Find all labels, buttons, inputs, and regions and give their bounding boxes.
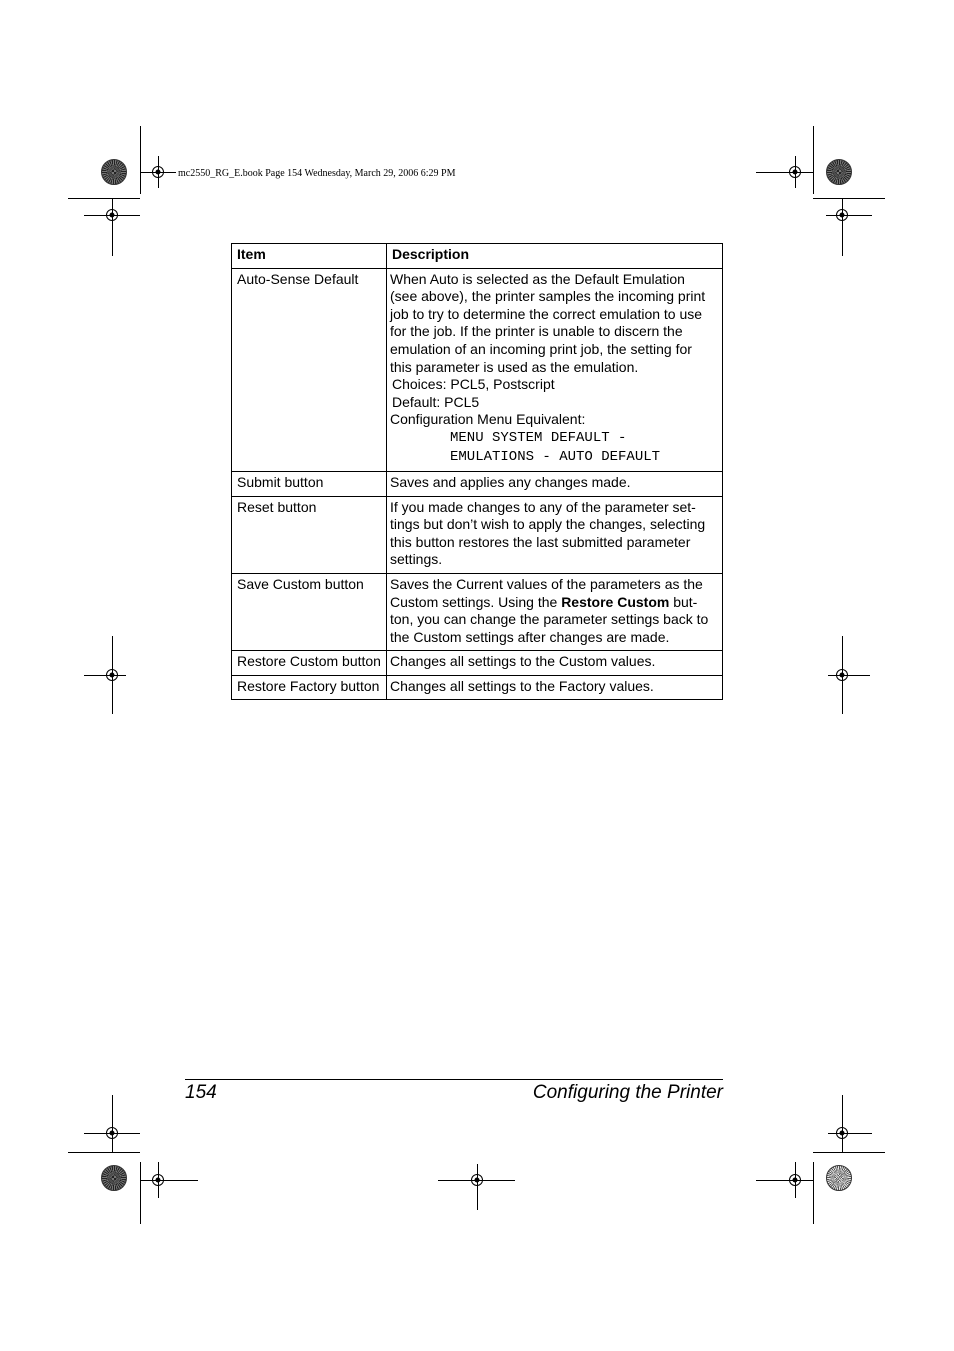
item-cell: Restore Custom button — [232, 651, 387, 676]
chapter-title: Configuring the Printer — [532, 1082, 723, 1103]
footer-rule — [185, 1079, 723, 1080]
crop-mark — [477, 1164, 478, 1210]
color-registration-starburst-icon — [101, 159, 127, 185]
crop-mark — [438, 1180, 515, 1181]
item-cell: Restore Factory button — [232, 675, 387, 700]
description-line: emulation of an incoming print job, the setting for — [390, 340, 692, 357]
description-line: tings but don’t wish to apply the changes, selecting — [390, 516, 706, 533]
default-text: Default: PCL5 — [392, 393, 480, 410]
description-text: but- — [669, 593, 698, 610]
description-text: Custom settings. Using the — [390, 593, 562, 610]
crop-mark — [813, 126, 814, 194]
crop-mark — [795, 156, 796, 188]
column-header-description: Description — [387, 244, 723, 269]
choices-text: Choices: PCL5, Postscript — [392, 376, 555, 393]
item-cell: Auto-Sense Default — [232, 268, 387, 471]
crop-mark — [158, 156, 159, 188]
table-row — [232, 496, 723, 573]
column-header-item: Item — [232, 244, 387, 269]
description-line: settings. — [390, 551, 443, 568]
crop-mark — [813, 1162, 814, 1224]
crop-mark — [84, 1133, 140, 1134]
description-line: the Custom settings after changes are made. — [390, 628, 670, 645]
description-cell: Saves and applies any changes made. — [387, 471, 723, 496]
crop-mark — [828, 1133, 872, 1134]
description-line: If you made changes to any of the parameter set- — [390, 498, 696, 515]
crop-mark — [84, 215, 140, 216]
crop-mark — [842, 1095, 843, 1153]
item-cell: Save Custom button — [232, 573, 387, 650]
table-row — [232, 471, 723, 496]
crop-mark — [112, 1095, 113, 1153]
crop-mark — [756, 172, 813, 173]
crop-mark — [68, 198, 140, 199]
description-line: When Auto is selected as the Default Emulation — [390, 270, 685, 287]
crop-mark — [813, 1152, 885, 1153]
description-cell: Changes all settings to the Custom values. — [387, 651, 723, 676]
crop-mark — [112, 198, 113, 256]
item-cell: Submit button — [232, 471, 387, 496]
crop-mark — [756, 1180, 813, 1181]
crop-mark — [842, 198, 843, 256]
parameter-table — [231, 243, 723, 700]
description-cell: Changes all settings to the Factory values. — [387, 675, 723, 700]
crop-mark — [826, 215, 872, 216]
menu-path-line: EMULATIONS - AUTO DEFAULT — [450, 448, 661, 465]
menu-path-line: MENU SYSTEM DEFAULT - — [450, 429, 627, 446]
restore-custom-emphasis: Restore Custom — [561, 593, 670, 610]
crop-mark — [140, 1162, 141, 1224]
description-line: this button restores the last submitted parameter — [390, 533, 691, 550]
description-line: ton, you can change the parameter settings back to — [390, 611, 709, 628]
description-line: job to try to determine the correct emulation to use — [390, 305, 703, 322]
table-row — [232, 268, 723, 471]
description-line: (see above), the printer samples the incoming print — [390, 288, 706, 305]
crop-mark — [828, 675, 870, 676]
table-row — [232, 573, 723, 650]
description-line: Saves the Current values of the parameters as the — [390, 575, 703, 592]
crop-mark — [813, 198, 885, 199]
color-registration-starburst-icon — [101, 1165, 127, 1191]
item-cell: Reset button — [232, 496, 387, 573]
table-row — [232, 675, 723, 700]
description-line — [390, 594, 719, 612]
crop-mark — [84, 675, 126, 676]
description-cell — [387, 268, 723, 471]
color-registration-starburst-icon — [826, 159, 852, 185]
description-cell — [387, 496, 723, 573]
color-registration-starburst-icon — [826, 1165, 852, 1191]
description-line: this parameter is used as the emulation. — [390, 358, 639, 375]
print-slug: mc2550_RG_E.book Page 154 Wednesday, March 29, 2006 6:29 PM — [178, 168, 456, 179]
page-number: 154 — [185, 1082, 217, 1103]
table-row — [232, 651, 723, 676]
crop-mark — [68, 1152, 140, 1153]
table-header-row — [232, 244, 723, 269]
crop-mark — [140, 1180, 198, 1181]
menu-equivalent-label: Configuration Menu Equivalent: — [390, 411, 586, 428]
description-line: for the job. If the printer is unable to discern the — [390, 323, 683, 340]
crop-mark — [140, 126, 141, 194]
description-cell — [387, 573, 723, 650]
